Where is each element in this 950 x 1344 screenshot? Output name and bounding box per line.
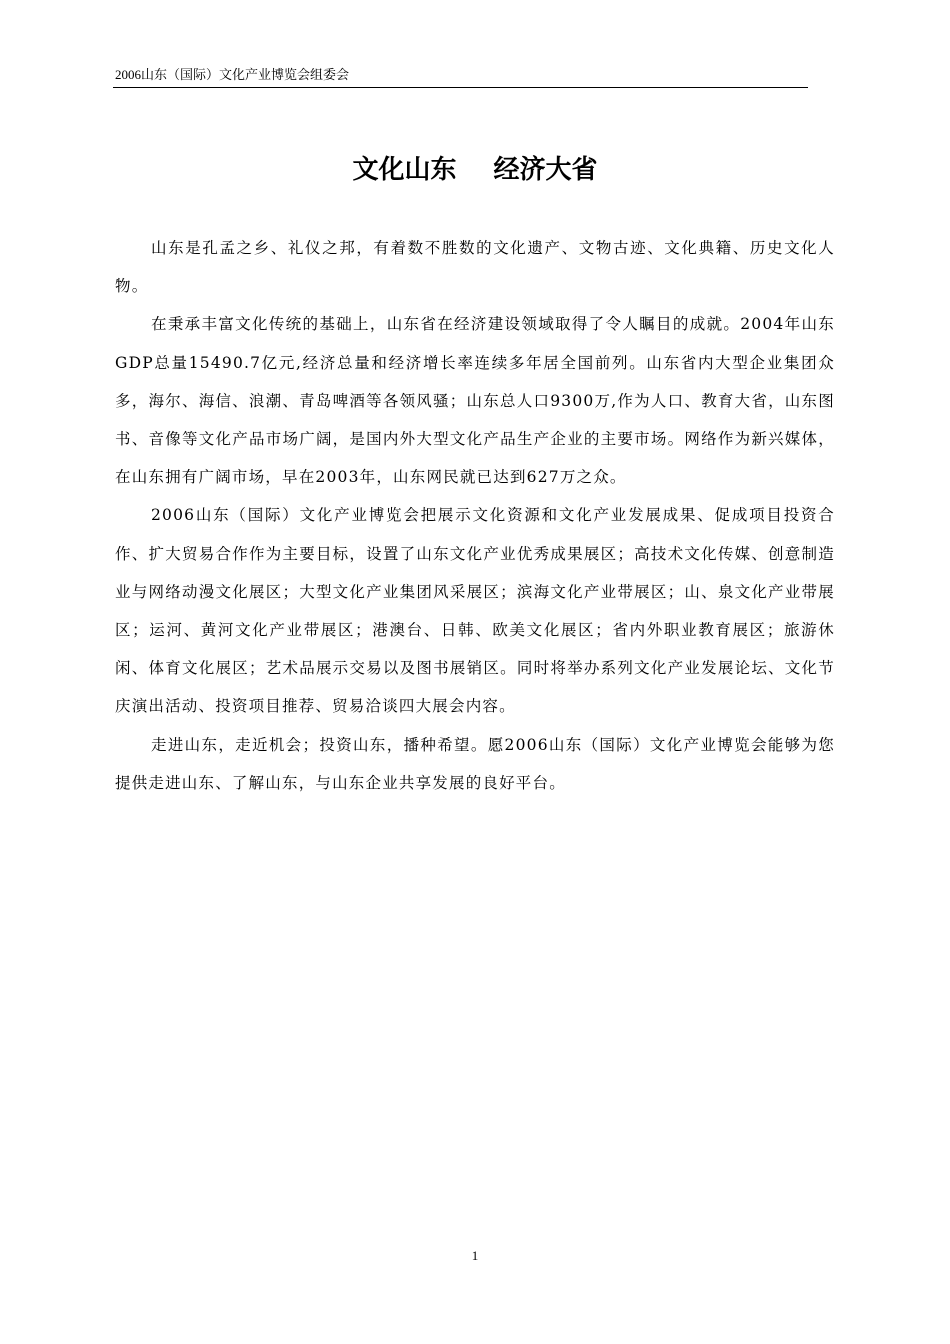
header-rule: [113, 87, 808, 88]
running-header: 2006山东（国际）文化产业博览会组委会: [115, 67, 350, 82]
document-body: [115, 229, 835, 802]
paragraph-4: 走进山东，走近机会；投资山东，播种希望。愿2006山东（国际）文化产业博览会能够为您提供走进山东、了解山东，与山东企业共享发展的良好平台。: [115, 735, 835, 792]
document-title: 文化山东 经济大省: [352, 155, 598, 185]
paragraph-2: 在秉承丰富文化传统的基础上，山东省在经济建设领域取得了令人瞩目的成就。2004年山东GDP总量15490.7亿元,经济总量和经济增长率连续多年居全国前列。山东省内大型企业集团众多，海尔、海信、浪潮、青岛啤酒等各领风骚；山东总人口9300万,作为人口、教育大省，山东图书、音像等文化产品市场广阔，是国内外大型文化产品生产企业的主要市场。网络作为新兴媒体，在山东拥有广阔市场，早在2003年，山东网民就已达到627万之众。: [115, 315, 835, 487]
paragraph-1: 山东是孔孟之乡、礼仪之邦，有着数不胜数的文化遗产、文物古迹、文化典籍、历史文化人物。: [115, 239, 835, 296]
page-number: 1: [471, 1248, 479, 1263]
paragraph-3: 2006山东（国际）文化产业博览会把展示文化资源和文化产业发展成果、促成项目投资合作、扩大贸易合作作为主要目标，设置了山东文化产业优秀成果展区；高技术文化传媒、创意制造业与网络动漫文化展区；大型文化产业集团风采展区；滨海文化产业带展区；山、泉文化产业带展区；运河、黄河文化产业带展区；港澳台、日韩、欧美文化展区；省内外职业教育展区；旅游休闲、体育文化展区；艺术品展示交易以及图书展销区。同时将举办系列文化产业发展论坛、文化节庆演出活动、投资项目推荐、贸易洽谈四大展会内容。: [115, 506, 835, 716]
